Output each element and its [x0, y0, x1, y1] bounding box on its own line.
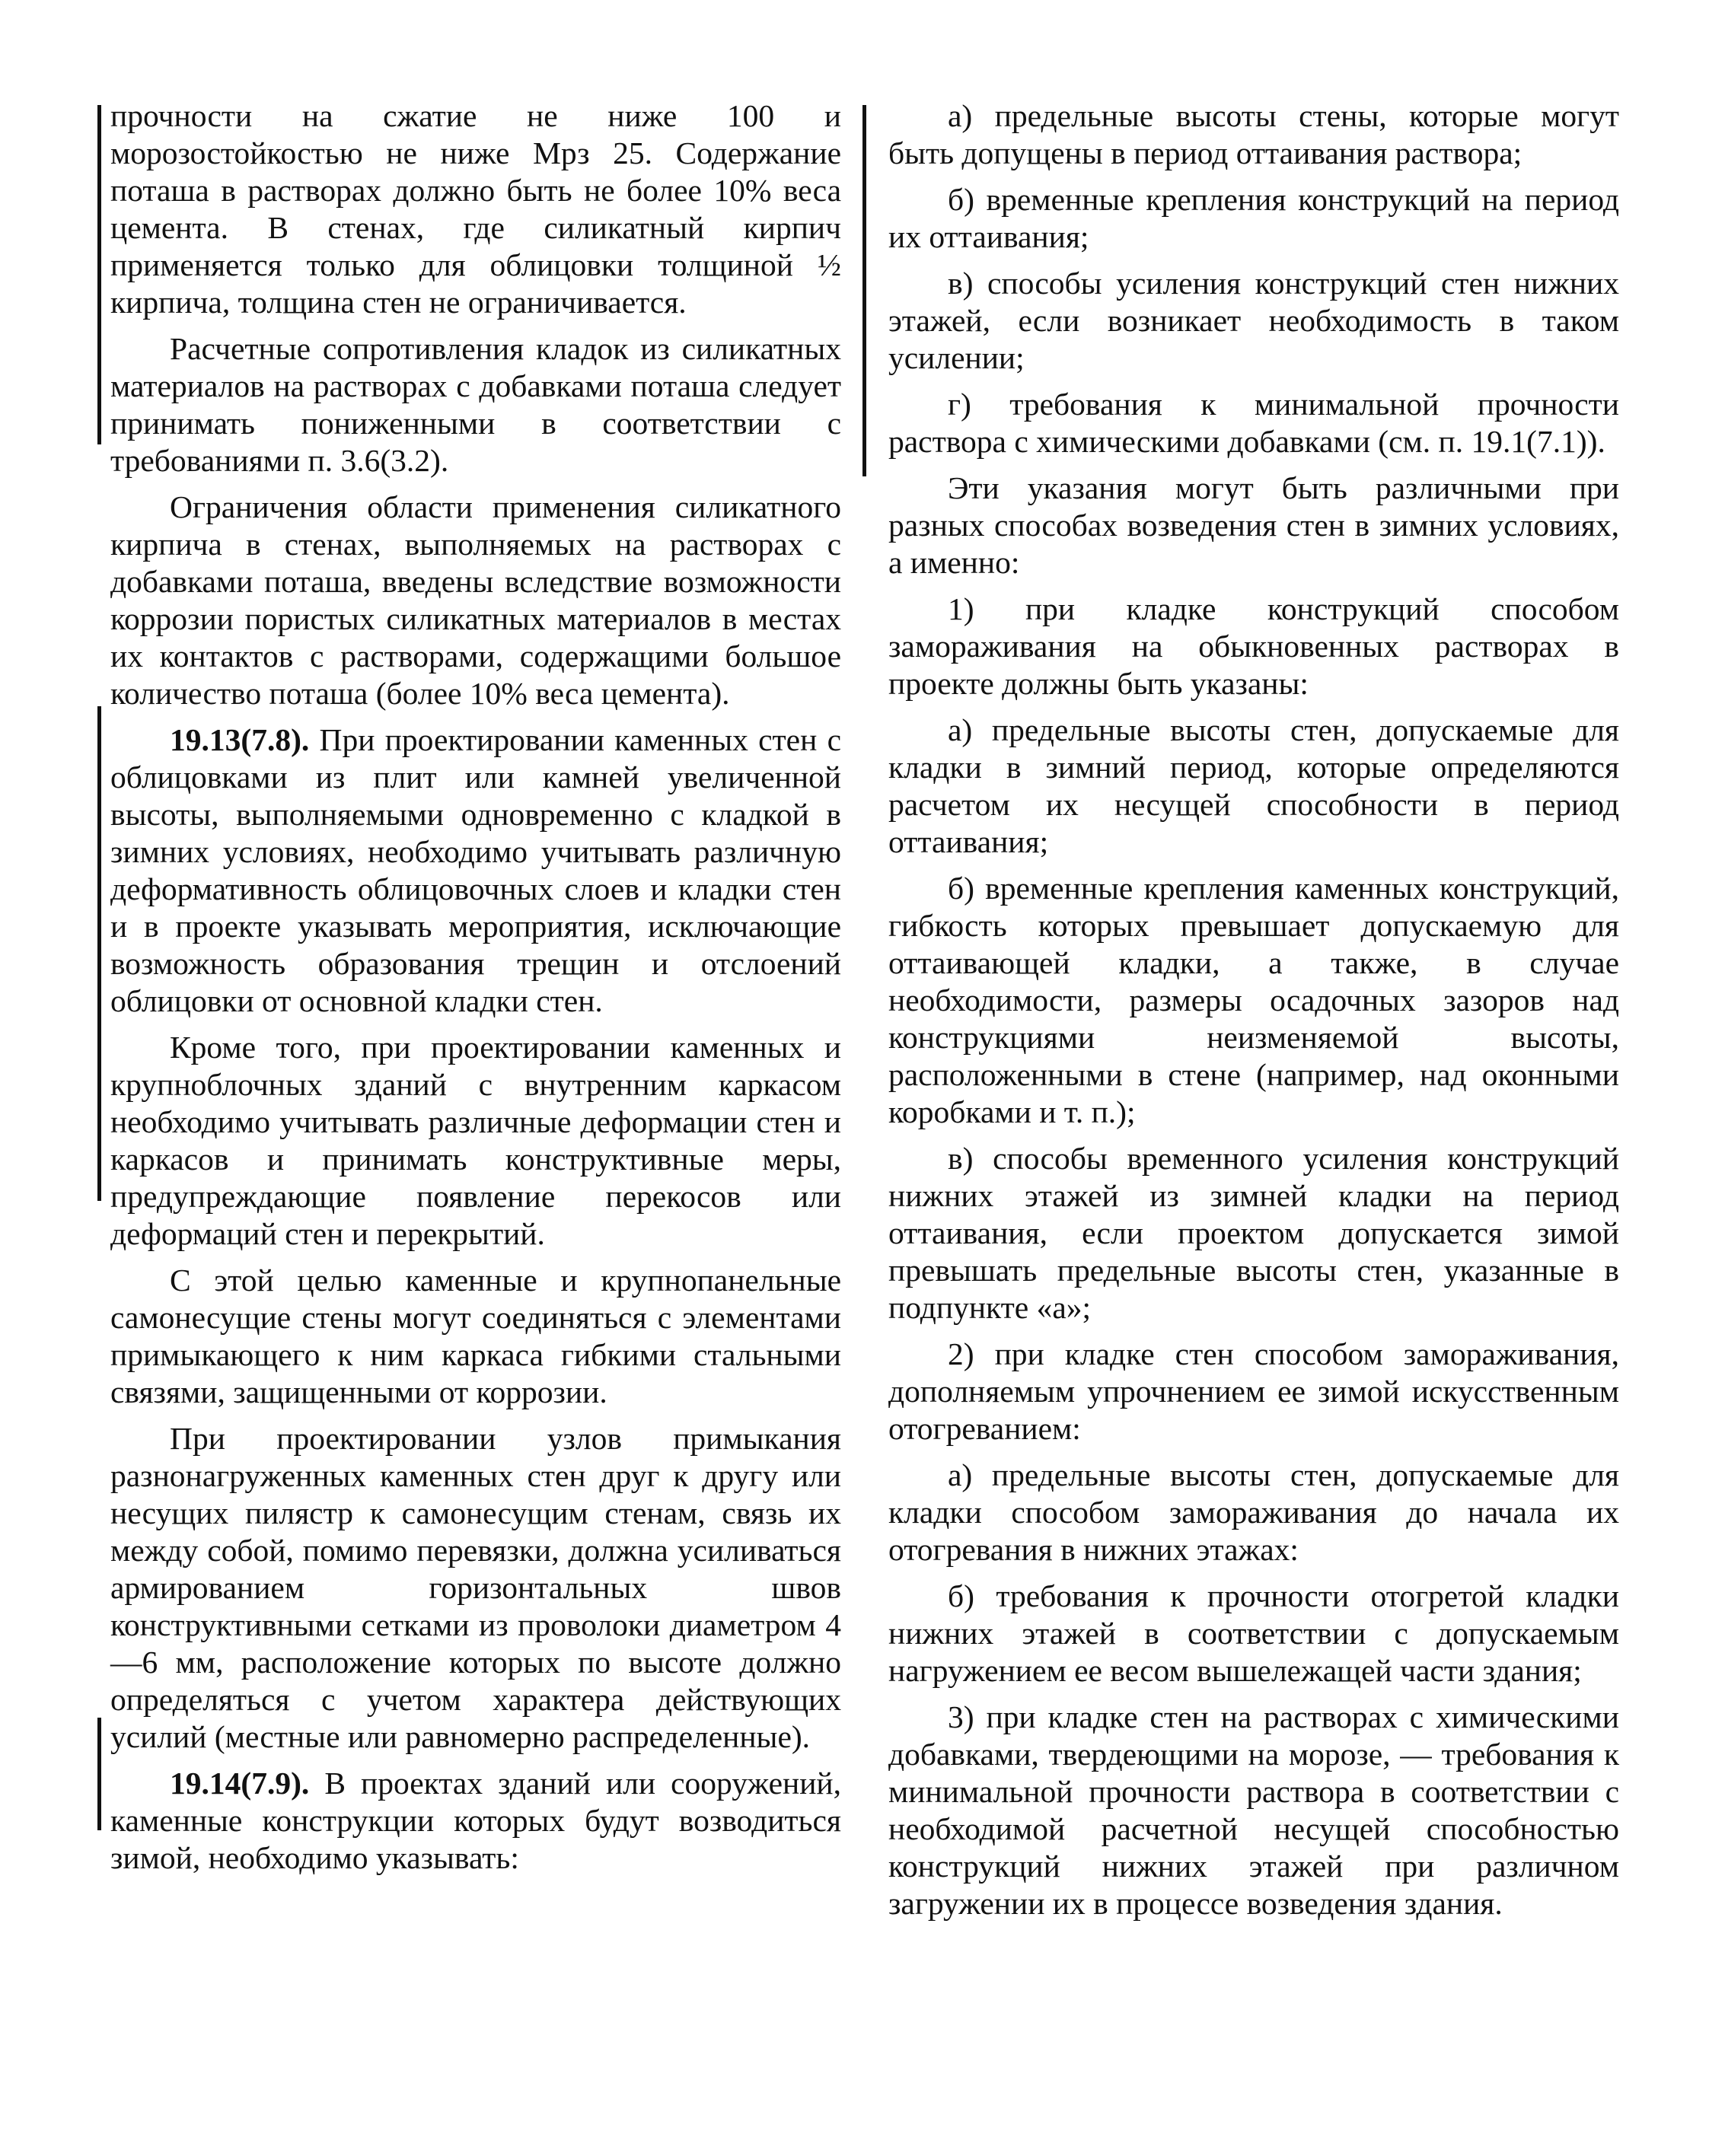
list-item: б) требования к прочности отогретой кладки нижних этажей в соответствии с допускаемым нагружением ее весом вышележащей части здания; [888, 1578, 1619, 1688]
change-bar-right-1 [862, 105, 866, 476]
section-number: 19.14(7.9). [170, 1766, 310, 1801]
right-column [888, 97, 1619, 1931]
paragraph-19-14 [110, 1765, 841, 1877]
paragraph: Эти указания могут быть различными при разных способах возведения стен в зимних условиях, а именно: [888, 470, 1619, 580]
paragraph-text: В проектах зданий или сооружений, каменные конструкции которых будут возводиться зимой, необходимо указывать: [110, 1766, 841, 1875]
list-item: а) предельные высоты стены, которые могут быть допущены в период оттаивания раствора; [888, 98, 1619, 170]
paragraph: прочности на сжатие не ниже 100 и морозостойкостью не ниже Мрз 25. Содержание поташа в растворах должно быть не более 10% веса цемента. В стенах, где силикатный кирпич применяется только для облицовки толщиной ½ кирпича, толщина стен не ограничивается. [110, 98, 841, 320]
paragraph: Расчетные сопротивления кладок из силикатных материалов на растворах с добавками поташа следует принимать пониженными в соответствии с требованиями п. 3.6(3.2). [110, 331, 841, 478]
section-number: 19.13(7.8). [170, 722, 310, 757]
list-item: б) временные крепления каменных конструкций, гибкость которых превышает допускаемую для оттаивающей кладки, а также, в случае необходимости, размеры осадочных зазоров над конструкциями неизменяемой высоты, расположенными в стене (например, над оконными коробками и т. п.); [888, 871, 1619, 1129]
paragraph-text: При проектировании каменных стен с облицовками из плит или камней увеличенной высоты, выполняемыми одновременно с кладкой в зимних условиях, необходимо учитывать различную деформативность облицовочных слоев и кладки стен и в проекте указывать мероприятия, исключающие возможность образования трещин и отслоений облицовки от основной кладки стен. [110, 722, 841, 1018]
list-item: в) способы временного усиления конструкций нижних этажей из зимней кладки на период оттаивания, если проектом допускается зимой превышать предельные высоты стен, указанные в подпункте «а»; [888, 1141, 1619, 1325]
list-item: г) требования к минимальной прочности раствора с химическими добавками (см. п. 19.1(7.1)). [888, 387, 1619, 459]
paragraph-19-13 [110, 721, 841, 1020]
paragraph: Кроме того, при проектировании каменных и крупноблочных зданий с внутренним каркасом необходимо учитывать различные деформации стен и каркасов и принимать конструктивные меры, предупреждающие появление перекосов или деформаций стен и перекрытий. [110, 1030, 841, 1251]
change-bar-left-1 [97, 105, 101, 444]
list-item: б) временные крепления конструкций на период их оттаивания; [888, 182, 1619, 254]
paragraph: С этой целью каменные и крупнопанельные самонесущие стены могут соединяться с элементами примыкающего к ним каркаса гибкими стальными связями, защищенными от коррозии. [110, 1263, 841, 1409]
paragraph: Ограничения области применения силикатного кирпича в стенах, выполняемых на растворах с добавками поташа, введены вследствие возможности коррозии пористых силикатных материалов в местах их контактов с растворами, содержащими большое количество поташа (более 10% веса цемента). [110, 489, 841, 711]
list-item: а) предельные высоты стен, допускаемые для кладки в зимний период, которые определяются расчетом их несущей способности в период оттаивания; [888, 712, 1619, 859]
list-item: 2) при кладке стен способом замораживания, дополняемым упрочнением ее зимой искусственным отогреванием: [888, 1336, 1619, 1446]
change-bar-left-2 [97, 706, 101, 1201]
list-item: 1) при кладке конструкций способом замораживания на обыкновенных растворах в проекте должны быть указаны: [888, 591, 1619, 701]
change-bar-left-3 [97, 1718, 101, 1830]
list-item: в) способы усиления конструкций стен нижних этажей, если возникает необходимость в таком усилении; [888, 266, 1619, 375]
list-item: а) предельные высоты стен, допускаемые для кладки способом замораживания до начала их отогревания в нижних этажах: [888, 1457, 1619, 1567]
list-item: 3) при кладке стен на растворах с химическими добавками, твердеющими на морозе, — требования к минимальной прочности раствора в соответствии с необходимой расчетной несущей способностью конструкций нижних этажей при различном загружении их в процессе возведения здания. [888, 1699, 1619, 1921]
left-column [110, 97, 841, 1886]
paragraph: При проектировании узлов примыкания разнонагруженных каменных стен друг к другу или несущих пилястр к самонесущим стенам, связь их между собой, помимо перевязки, должна усиливаться армированием горизонтальных швов конструктивными сетками из проволоки диаметром 4—6 мм, расположение которых по высоте должно определяться с учетом характера действующих усилий (местные или равномерно распределенные). [110, 1421, 841, 1754]
